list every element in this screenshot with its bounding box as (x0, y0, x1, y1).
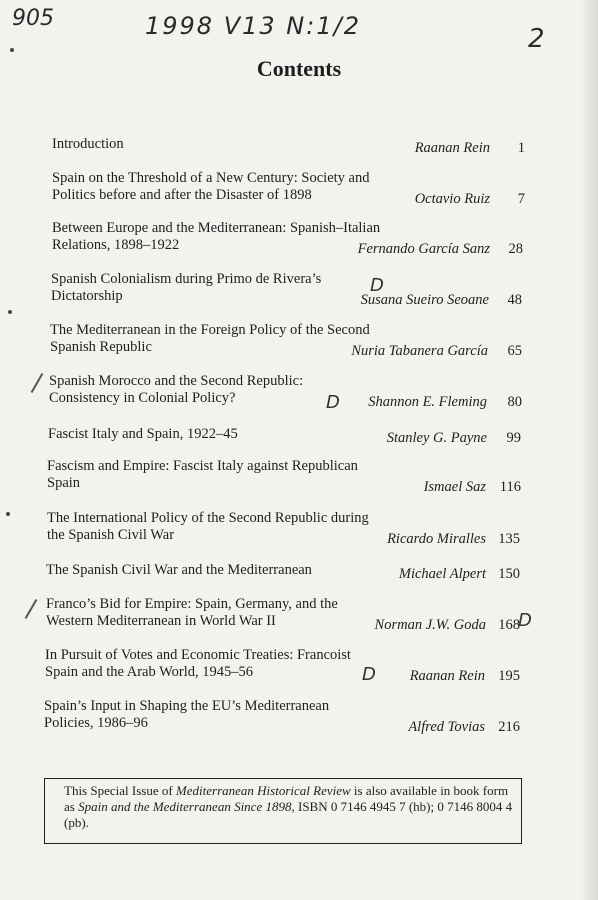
handwritten-number: 905 (12, 6, 54, 31)
entry-title-line: In Pursuit of Votes and Economic Treaties: Francoist (45, 647, 351, 663)
entry-title (49, 373, 303, 407)
entry-title-line: Policies, 1986–96 (44, 715, 148, 731)
entry-title (47, 458, 358, 492)
notice-journal: Mediterranean Historical Review (175, 783, 351, 798)
notice-text-2: is also available in book form as (64, 783, 509, 814)
entry-title-line: Between Europe and the Mediterranean: Spanish–Italian (52, 220, 381, 236)
entry-title-line: Spain’s Input in Shaping the EU’s Mediterranean (44, 698, 330, 714)
entry-title (44, 698, 329, 732)
notice-book-title: Spain and the Mediterranean Since 1898 (78, 799, 292, 814)
entry-title-line: Western Mediterranean in World War II (46, 613, 276, 629)
entry-title-line: Politics before and after the Disaster of 1898 (52, 187, 312, 203)
contents-entry (0, 220, 598, 260)
entry-title-line: the Spanish Civil War (47, 527, 175, 543)
entry-title (52, 170, 369, 204)
entry-title-line: Spanish Colonialism during Primo de Rivera’s (51, 271, 322, 287)
entry-title-line: The Mediterranean in the Foreign Policy of the Second (50, 322, 370, 338)
entry-page-number: 116 (499, 479, 521, 495)
entry-author: Nuria Tabanera García (351, 343, 488, 359)
entry-page-number: 216 (498, 719, 520, 735)
entry-title (46, 562, 312, 579)
notice-text-3: , ISBN 0 7146 4945 7 (hb); 0 7146 8004 4 (pb). (64, 799, 513, 830)
contents-entry (0, 698, 598, 738)
contents-entry (0, 271, 598, 311)
entry-title-line: Consistency in Colonial Policy? (49, 390, 236, 406)
entry-title (52, 220, 380, 254)
entry-author: Susana Sueiro Seoane (360, 292, 489, 308)
scan-speck (10, 48, 14, 52)
entry-author: Shannon E. Fleming (368, 394, 487, 410)
entry-author: Fernando García Sanz (357, 241, 490, 257)
entry-page-number: 135 (498, 531, 520, 547)
entry-page-number: 48 (507, 292, 522, 308)
entry-title-line: Spanish Morocco and the Second Republic: (49, 373, 304, 389)
scan-speck (8, 310, 12, 314)
contents-entry (0, 322, 598, 362)
contents-entry (0, 647, 598, 687)
entry-title-line: Spanish Republic (50, 339, 152, 355)
entry-title-line: Franco’s Bid for Empire: Spain, Germany, and the (46, 596, 338, 612)
entry-author: Stanley G. Payne (386, 430, 487, 446)
handwritten-d-mark: D (370, 275, 384, 296)
entry-author: Raanan Rein (409, 668, 485, 684)
entry-title-line: The Spanish Civil War and the Mediterranean (46, 562, 312, 578)
entry-author: Michael Alpert (398, 566, 486, 582)
entry-title (48, 426, 238, 443)
entry-author: Raanan Rein (414, 140, 490, 156)
entry-title-line: Fascist Italy and Spain, 1922–45 (48, 426, 238, 442)
entry-author: Alfred Tovias (408, 719, 485, 735)
entry-title-line: Introduction (52, 136, 124, 152)
entry-title (47, 510, 369, 544)
entry-page-number: 28 (508, 241, 523, 257)
entry-page-number: 65 (507, 343, 522, 359)
handwritten-corner-mark: 2 (528, 24, 545, 54)
entry-title-line: Spain on the Threshold of a New Century: Society and (52, 170, 370, 186)
entry-title-line: Dictatorship (51, 288, 123, 304)
handwritten-d-mark: D (326, 392, 340, 413)
contents-entry (0, 458, 598, 498)
entry-author: Ismael Saz (423, 479, 486, 495)
entry-page-number: 195 (498, 668, 520, 684)
entry-page-number: 7 (517, 191, 525, 207)
handwritten-d-mark: D (362, 664, 376, 685)
entry-page-number: 99 (506, 430, 521, 446)
notice-text-1: This Special Issue of (64, 783, 176, 798)
entry-page-number: 168 (498, 617, 520, 633)
entry-title-line: Spain (47, 475, 81, 491)
entry-page-number: 150 (498, 566, 520, 582)
scan-speck (6, 512, 10, 516)
special-issue-notice (44, 778, 522, 844)
entry-title-line: Relations, 1898–1922 (52, 237, 180, 253)
entry-title (46, 596, 338, 630)
entry-author: Octavio Ruiz (414, 191, 490, 207)
entry-author: Norman J.W. Goda (374, 617, 486, 633)
entry-title-line: Spain and the Arab World, 1945–56 (45, 664, 253, 680)
entry-title (52, 136, 124, 153)
contents-entry (0, 510, 598, 550)
entry-title-line: Fascism and Empire: Fascist Italy against Republican (47, 458, 358, 474)
entry-title-line: The International Policy of the Second Republic during (47, 510, 369, 526)
contents-entry (0, 596, 598, 636)
entry-page-number: 1 (517, 140, 525, 156)
contents-entry (0, 170, 598, 210)
page-title: Contents (256, 56, 342, 81)
entry-page-number: 80 (507, 394, 522, 410)
contents-entry (0, 373, 598, 413)
handwritten-reference: 1998 V13 N:1/2 (145, 12, 361, 40)
entry-title (45, 647, 351, 681)
entry-author: Ricardo Miralles (387, 531, 486, 547)
entry-title (51, 271, 321, 305)
handwritten-d-mark: D (518, 610, 532, 631)
entry-title (50, 322, 370, 356)
